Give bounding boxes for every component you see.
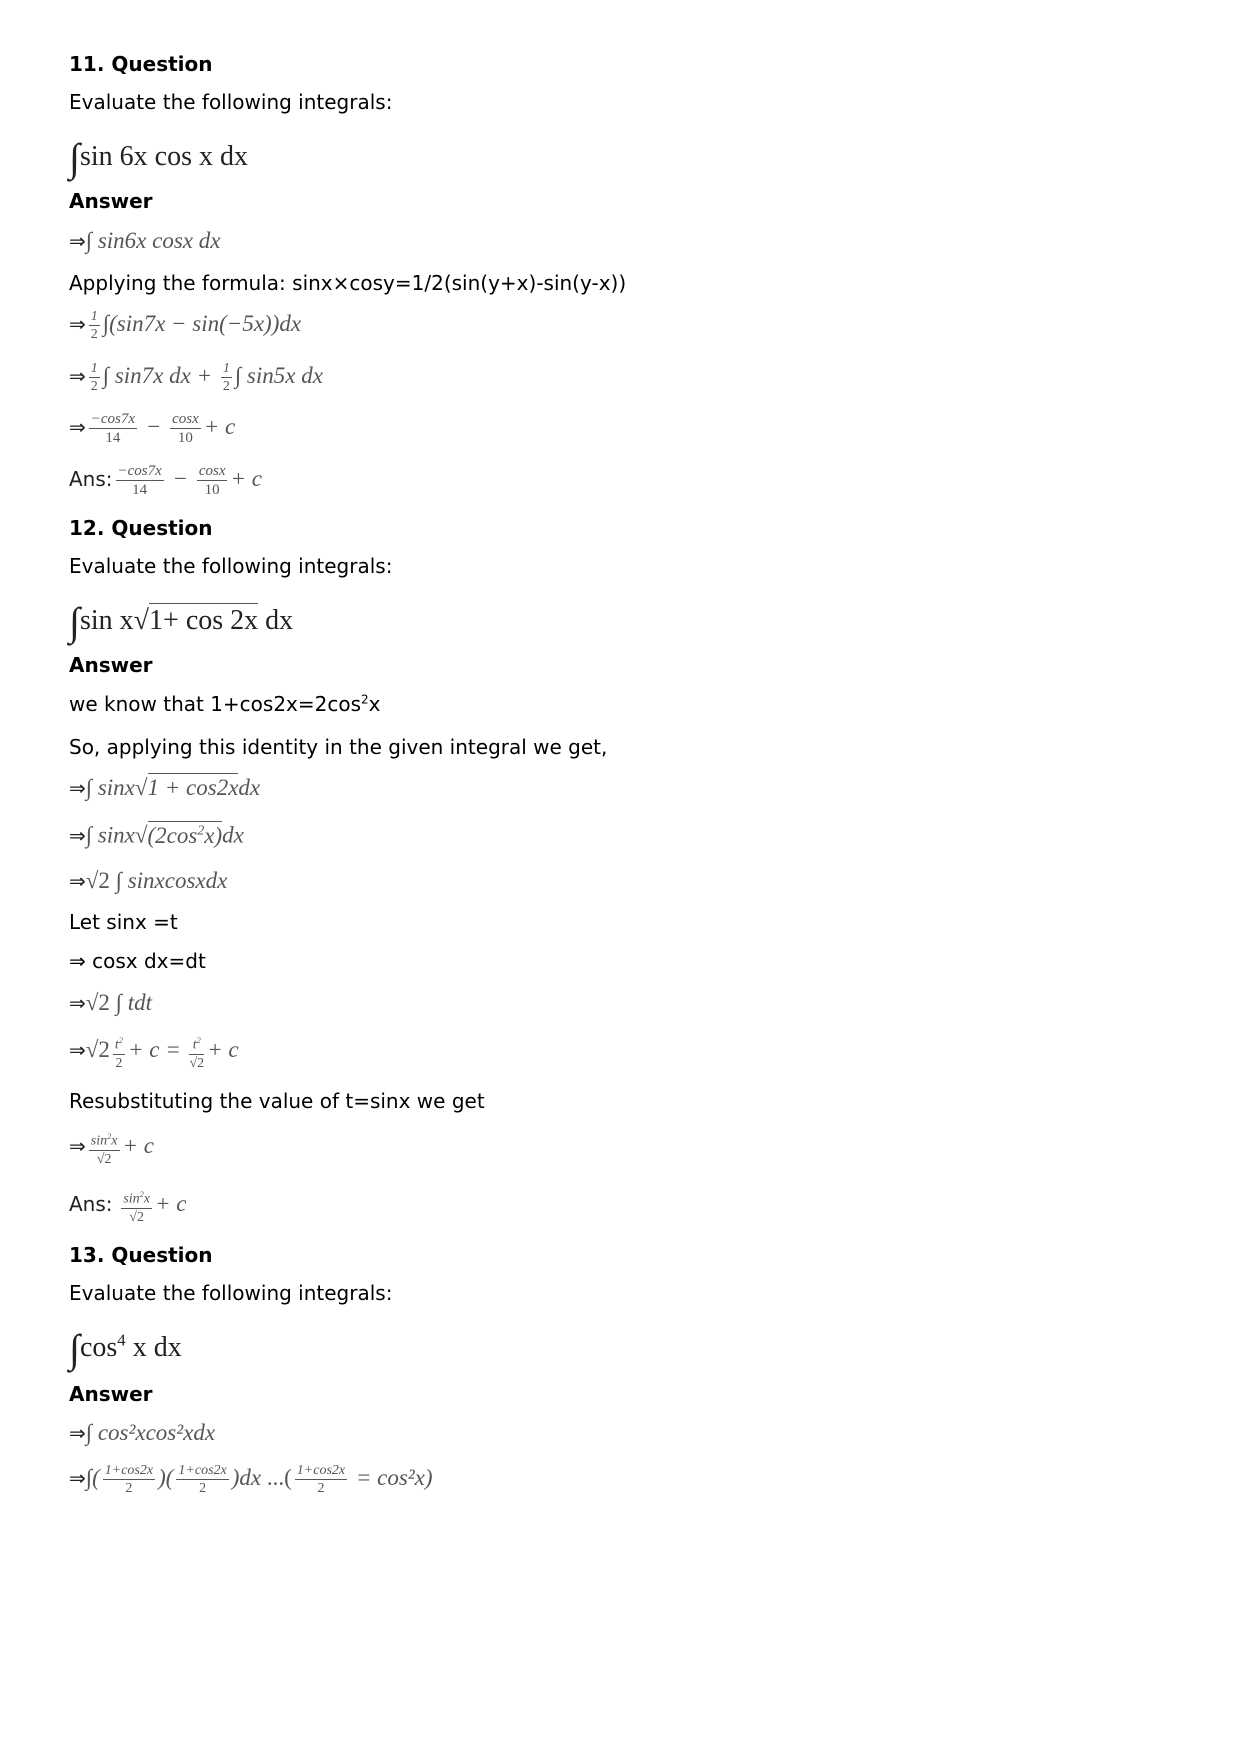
- q13-answer-label: Answer: [69, 1382, 153, 1406]
- q12-step1: ⇒∫ sinx√1 + cos2xdx: [69, 775, 261, 800]
- q12-answer-label: Answer: [69, 653, 153, 677]
- q12-identity: we know that $1+\cos 2x=2\cos^2x$: [69, 692, 381, 716]
- q13-instruction: Evaluate the following integrals:: [69, 1281, 393, 1305]
- q11-title: 11. Question: [69, 52, 213, 76]
- q12-instruction: Evaluate the following integrals:: [69, 554, 393, 578]
- q12-dt: ⇒ cosx dx=dt: [69, 949, 206, 973]
- q12-apply-text: So, applying this identity in the given integral we get,: [69, 735, 608, 759]
- integral-sign: ∫: [69, 135, 80, 180]
- q11-formula: Applying the formula: sinx×cosy=1/2(sin(y+x)-sin(y-x)): [69, 271, 627, 295]
- q11-step4: ⇒ $\frac{-\cos 7x}{14}$ − $\frac{\cos x}{10}$ + c: [69, 411, 236, 446]
- q11-integral: ∫sin 6x cos x dx: [69, 135, 248, 180]
- q12-let: Let sinx =t: [69, 910, 178, 934]
- q11-instruction: Evaluate the following integrals:: [69, 90, 393, 114]
- q12-step2: ⇒∫ $\sin x√(2\cos^2x)dx$: [69, 822, 244, 848]
- q13-integral: $\int\cos^4$ x dx: [69, 1326, 182, 1371]
- q12-step5: ⇒√2 $\frac{t^2}{2}$ + c = $\frac{t^2}{√2}$ + c: [69, 1032, 239, 1072]
- q11-step2: ⇒ $\frac{1}{2}$ ∫(sin7x − sin(−5x))dx: [69, 309, 302, 342]
- q12-title: 12. Question: [69, 516, 213, 540]
- q12-step4: ⇒√2 ∫ tdt: [69, 990, 152, 1015]
- q13-step2: ⇒∫( $\frac{1+\cos 2x}{2}$ )( $\frac{1+\cos 2x}{2}$ )dx ...( $\frac{1+\cos 2x}{2}$ = cos²x): [69, 1463, 433, 1496]
- q11-step1: ⇒∫ sin6x cosx dx: [69, 228, 221, 253]
- q13-title: 13. Question: [69, 1243, 213, 1267]
- q11-final-answer: Ans: $\frac{-\cos 7x}{14}$ − $\frac{\cos x}{10}$ + c: [69, 463, 262, 498]
- q11-step3: ⇒ $\frac{1}{2}$ ∫ sin7x dx + $\frac{1}{2}$ ∫ sin5x dx: [69, 361, 323, 394]
- q12-final-answer: Ans: $\frac{\sin^2x}{√2}$ + c: [69, 1186, 187, 1226]
- q11-answer-label: Answer: [69, 189, 153, 213]
- q13-step1: ⇒∫ cos²xcos²xdx: [69, 1420, 216, 1445]
- q12-integral: ∫sin x√1+ cos 2x dx: [69, 599, 294, 644]
- q12-step6: ⇒ $\frac{\sin^2x}{√2}$ + c: [69, 1128, 154, 1168]
- q12-resub: Resubstituting the value of t=sinx we get: [69, 1089, 485, 1113]
- q12-step3: ⇒√2 ∫ sinxcosxdx: [69, 868, 228, 893]
